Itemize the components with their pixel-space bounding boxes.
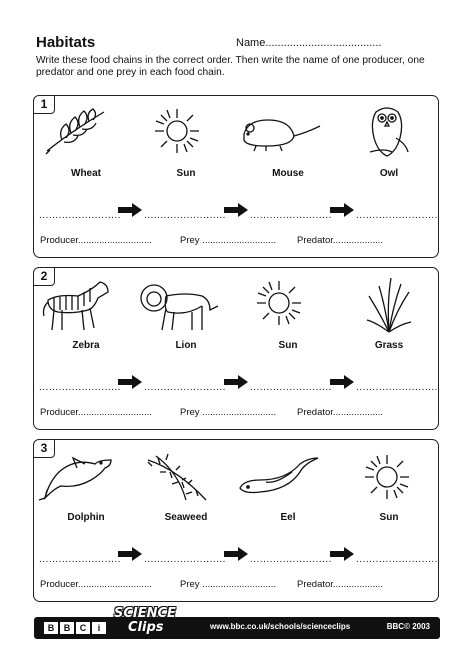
producer-label: Producer xyxy=(40,235,79,246)
predator-blank: ................... xyxy=(332,579,384,590)
sun-icon xyxy=(234,278,324,328)
answer-blank[interactable]: ......................... xyxy=(39,382,121,393)
predator-label: Predator xyxy=(297,235,333,246)
predator-field[interactable] xyxy=(297,235,383,246)
prey-blank: ............................ xyxy=(202,407,277,418)
item-label: Mouse xyxy=(272,168,304,179)
item-label: Eel xyxy=(280,512,296,523)
copyright: BBC© 2003 xyxy=(386,622,430,631)
grass-icon xyxy=(344,276,434,334)
item-label: Seaweed xyxy=(164,512,208,523)
producer-field[interactable] xyxy=(40,579,152,590)
name-label: Name xyxy=(236,37,266,49)
panel-number: 1 xyxy=(33,95,55,114)
answer-blank[interactable]: ......................... xyxy=(144,554,226,565)
footer-url[interactable]: www.bbc.co.uk/schools/scienceclips xyxy=(210,622,351,631)
answer-blank[interactable]: ......................... xyxy=(144,382,226,393)
name-field[interactable] xyxy=(236,37,381,49)
item-label: Zebra xyxy=(72,340,100,351)
worksheet-title: Habitats xyxy=(36,34,96,51)
mouse-icon xyxy=(234,110,324,154)
producer-label: Producer xyxy=(40,407,79,418)
bbc-logo[interactable] xyxy=(44,622,106,634)
prey-field[interactable] xyxy=(180,235,276,246)
lion-icon xyxy=(132,280,222,334)
prey-blank: ............................ xyxy=(202,235,277,246)
prey-label: Prey xyxy=(180,235,200,246)
arrow-icon xyxy=(224,203,248,217)
dolphin-icon xyxy=(32,452,122,502)
item-label: Dolphin xyxy=(67,512,105,523)
item-label: Sun xyxy=(176,168,196,179)
prey-field[interactable] xyxy=(180,407,276,418)
instructions: Write these food chains in the correct order. Then write the name of one producer, one predator and one prey in each food chain. xyxy=(36,55,425,78)
arrow-icon xyxy=(330,547,354,561)
arrow-icon xyxy=(118,203,142,217)
seaweed-icon xyxy=(132,452,222,506)
owl-icon xyxy=(342,102,432,160)
answer-blank[interactable]: ......................... xyxy=(356,382,438,393)
bbc-letter: C xyxy=(76,622,90,634)
zebra-icon xyxy=(32,276,122,334)
arrow-icon xyxy=(330,203,354,217)
bbc-letter: B xyxy=(60,622,74,634)
food-chain-panel-2 xyxy=(33,267,439,430)
item-label: Sun xyxy=(379,512,399,523)
prey-label: Prey xyxy=(180,579,200,590)
producer-blank: ............................ xyxy=(78,407,152,418)
logo-line1: SCIENCE xyxy=(114,606,176,621)
answer-blank[interactable]: ......................... xyxy=(39,210,121,221)
arrow-icon xyxy=(118,547,142,561)
sun-icon xyxy=(342,452,432,502)
name-dots: ...................................... xyxy=(265,37,382,49)
prey-blank: ............................ xyxy=(202,579,277,590)
science-clips-logo[interactable] xyxy=(114,607,176,635)
arrow-icon xyxy=(330,375,354,389)
food-chain-panel-3 xyxy=(33,439,439,602)
producer-blank: ............................ xyxy=(78,235,152,246)
producer-label: Producer xyxy=(40,579,79,590)
arrow-icon xyxy=(224,547,248,561)
producer-field[interactable] xyxy=(40,407,152,418)
producer-blank: ............................ xyxy=(78,579,152,590)
answer-blank[interactable]: ......................... xyxy=(250,210,332,221)
arrow-icon xyxy=(224,375,248,389)
item-label: Grass xyxy=(374,340,404,351)
predator-label: Predator xyxy=(297,579,333,590)
producer-field[interactable] xyxy=(40,235,152,246)
answer-blank[interactable]: ......................... xyxy=(39,554,121,565)
wheat-icon xyxy=(32,106,122,156)
item-label: Owl xyxy=(379,168,399,179)
answer-blank[interactable]: ......................... xyxy=(356,210,438,221)
answer-blank[interactable]: ......................... xyxy=(356,554,438,565)
prey-label: Prey xyxy=(180,407,200,418)
answer-blank[interactable]: ......................... xyxy=(250,554,332,565)
item-label: Sun xyxy=(278,340,298,351)
footer-bar xyxy=(34,606,440,639)
predator-blank: ................... xyxy=(332,235,384,246)
sun-icon xyxy=(132,106,222,156)
answer-blank[interactable]: ......................... xyxy=(250,382,332,393)
panel-number: 2 xyxy=(33,267,55,286)
panel-number: 3 xyxy=(33,439,55,458)
predator-field[interactable] xyxy=(297,579,383,590)
answer-blank[interactable]: ......................... xyxy=(144,210,226,221)
predator-field[interactable] xyxy=(297,407,383,418)
eel-icon xyxy=(234,454,324,498)
bbc-letter: B xyxy=(44,622,58,634)
item-label: Wheat xyxy=(71,168,101,179)
item-label: Lion xyxy=(175,340,197,351)
logo-line2: Clips xyxy=(128,620,164,635)
arrow-icon xyxy=(118,375,142,389)
food-chain-panel-1 xyxy=(33,95,439,258)
bbc-letter: i xyxy=(92,622,106,634)
prey-field[interactable] xyxy=(180,579,276,590)
predator-label: Predator xyxy=(297,407,333,418)
predator-blank: ................... xyxy=(332,407,384,418)
